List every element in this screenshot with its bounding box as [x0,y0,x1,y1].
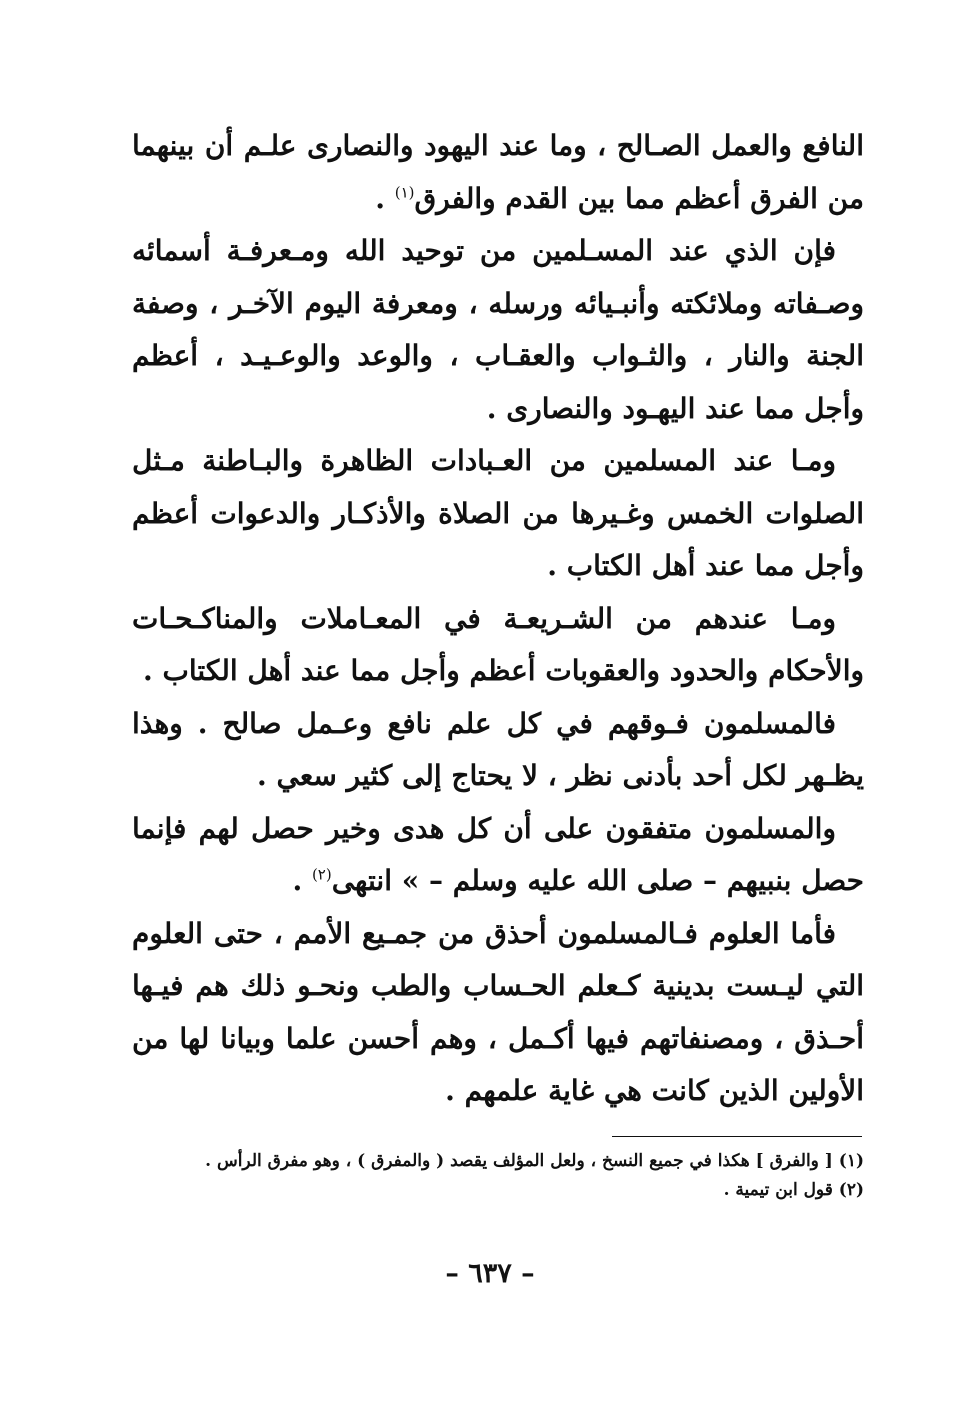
paragraph-1-text: النافع والعمل الصـالح ، وما عند اليهود والنصارى علـم أن بينهما من الفرق أعظم مما بين القدم والفرق [132,129,864,215]
footnotes [132,1147,864,1205]
paragraph-6-text: والمسلمون متفقون على أن كل هدى وخير حصل لهم فإنما حصل بنبيهم – صلى الله عليه وسلم – » انتهى [132,811,864,897]
footnote-separator [612,1136,862,1137]
main-text [132,120,864,1118]
paragraph-4: ومـا عندهم من الشـريعـة في المعـاملات والمناكـحـات والأحكام والحدود والعقوبات أعظم وأجل مما عند أهل الكتاب . [132,601,864,687]
paragraph-6-tail: . [292,864,312,897]
footnote-2: (٢) قول ابن تيمية . [723,1180,864,1200]
footnote-ref-1: (١) [394,183,415,202]
paragraph-7: فأما العلوم فـالمسلمون أحذق من جمـيع الأمم ، حتى العلوم التي ليـست بدينية كـعلم الحـساب والطب ونحـو ذلك هم فيـها أحـذق ، ومصنفاتهم فيها أكـمل ، وهم أحسن علما وبيانا لها من الأولين الذين كانت هي غاية علمهم . [132,916,864,1107]
paragraph-1-tail: . [375,181,395,215]
paragraph-5: فالمسلمون فـوقهم في كل علم نافع وعـمل صالح . وهذا يظـهر لكل أحد بأدنى نظر ، لا يحتاج إلى كثير سعي . [132,706,864,792]
footnote-1: (١) [ والفرق ] هكذا في جميع النسخ ، ولعل المؤلف يقصد ( والمفرق ) ، وهو مفرق الرأس . [205,1151,864,1171]
paragraph-6 [132,803,864,908]
page-number: – ٦٣٧ – [445,1258,535,1289]
paragraph-3: ومـا عند المسلمين من العـبادات الظاهرة والبـاطنة مـثل الصلوات الخمس وغـيرها من الصلاة والأذكـار والدعوات أعظم وأجل مما عند أهل الكتاب . [132,444,864,582]
paragraph-2: فإن الذي عند المسـلمين من توحيد الله ومـعرفـة أسمائه وصـفاته وملائكته وأنبـيائه ورسله ، ومعرفة اليوم الآخـر ، وصفة الجنة والنار ، والثـواب والعقـاب ، والوعد والوعـيـد ، أعظم وأجل مما عند اليهـود والنصارى . [132,234,864,425]
footnote-ref-2: (٢) [311,865,332,884]
paragraph-1 [132,120,864,225]
